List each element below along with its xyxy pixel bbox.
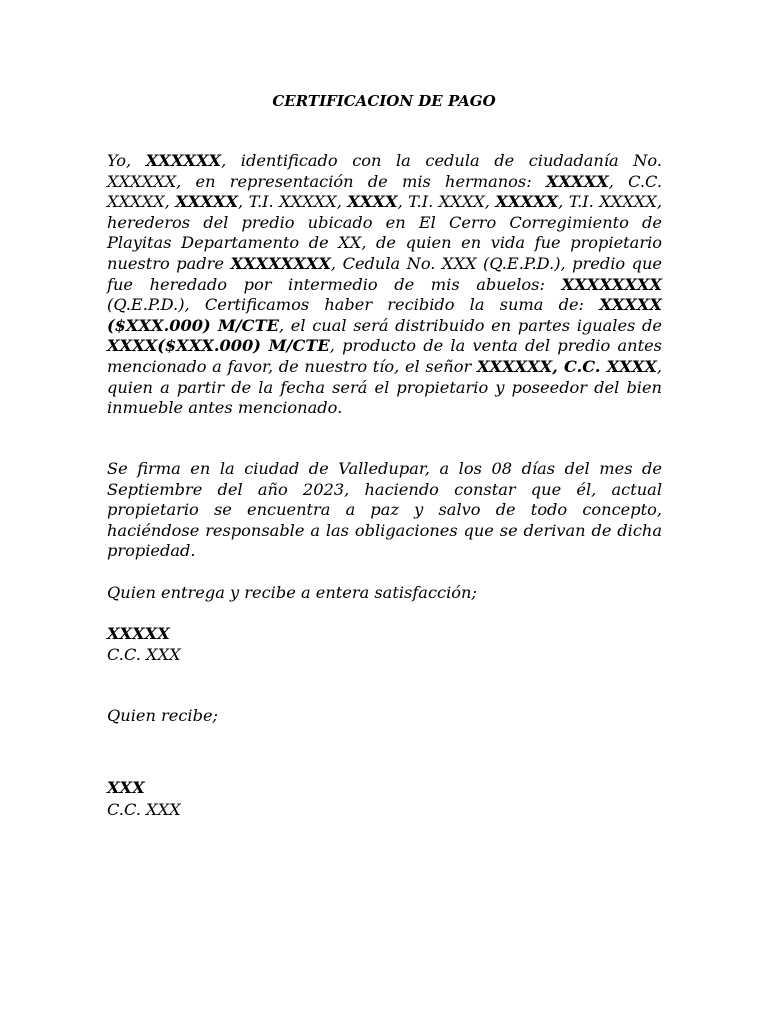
- delivery-statement: Quien entrega y recibe a entera satisfacción;: [107, 583, 477, 602]
- signing-paragraph: Se firma en la ciudad de Valledupar, a los 08 días del mes de Septiembre del año 2023, haciendo constar que él, actual propietario se encuentra a paz y salvo de todo concepto, haciéndose responsable a las obligaciones que se derivan de dicha propiedad.: [107, 459, 662, 561]
- signature-name-1: XXXXX: [107, 624, 170, 643]
- text-segment: , identificado con la cedula de ciudadanía No. XXXXXX, en representación de mis hermanos:: [107, 151, 662, 191]
- text-segment: , el cual será distribuido en partes iguales de: [278, 315, 662, 335]
- bold-field: XXXXXX: [145, 151, 222, 170]
- text-segment: , Cedula No. XXX (Q.E.P.D.), predio que fue heredado por intermedio de mis abuelos:: [107, 253, 662, 294]
- text-segment: (Q.E.P.D.), Certificamos haber recibido la suma de:: [107, 295, 600, 315]
- text-segment: Yo,: [107, 151, 146, 170]
- signature-id-1: C.C. XXX: [107, 645, 181, 664]
- signature-id-2: C.C. XXX: [107, 800, 181, 819]
- text-segment: , producto de la venta del predio antes mencionado a favor, de nuestro tío, el señor: [107, 336, 662, 376]
- bold-field: XXXXX: [175, 192, 239, 212]
- bold-field: XXXXXXXX: [230, 253, 331, 273]
- bold-field: XXXXX: [495, 192, 559, 212]
- certification-paragraph: [107, 151, 662, 419]
- bold-field: XXXXXX, C.C. XXXX: [476, 356, 657, 376]
- bold-field: XXXX: [347, 192, 398, 212]
- signature-name-2: XXX: [107, 778, 145, 797]
- text-segment: , T.I. XXXXX,: [238, 192, 348, 212]
- text-segment: , C.C. XXXXX,: [107, 171, 662, 212]
- bold-field: XXXXXXXX: [561, 274, 662, 294]
- bold-field: XXXXX: [545, 171, 609, 191]
- text-segment: , quien a partir de la fecha será el propietario y poseedor del bien inmueble antes mencionado.: [107, 356, 662, 418]
- text-segment: , T.I. XXXXX, herederos del predio ubicado en El Cerro Corregimiento de Playitas Departamento de XX, de quien en vida fue propietario nuestro padre: [107, 192, 663, 273]
- receiver-label: Quien recibe;: [107, 706, 218, 725]
- bold-field: XXXX($XXX.000) M/CTE: [107, 336, 330, 356]
- document-title: CERTIFICACION DE PAGO: [272, 92, 496, 110]
- bold-field: XXXXX ($XXX.000) M/CTE: [107, 295, 662, 335]
- text-segment: , T.I. XXXX,: [397, 192, 496, 212]
